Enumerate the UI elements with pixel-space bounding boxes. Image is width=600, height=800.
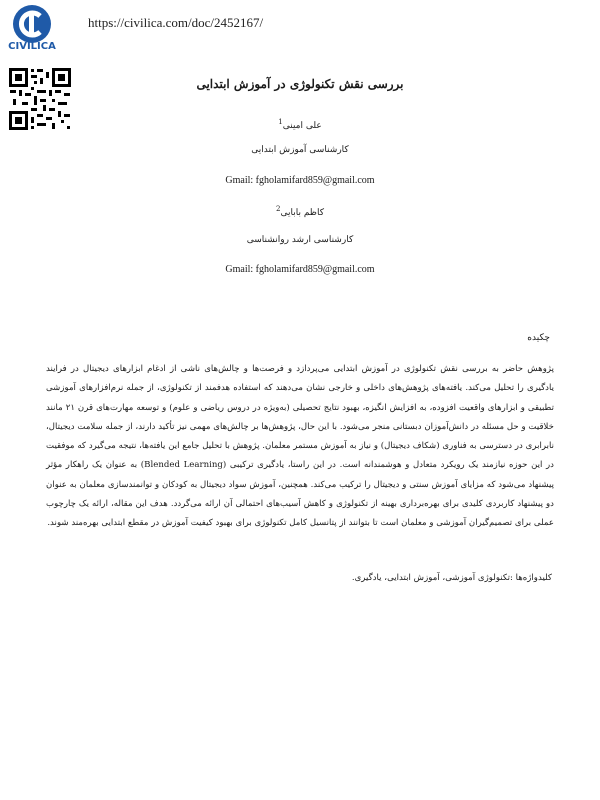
civilica-logo-text: CIVILICA bbox=[8, 41, 56, 52]
author-1-affiliation: کارشناسی آموزش ابتدایی bbox=[251, 145, 349, 155]
author-2-sup: 2 bbox=[275, 205, 281, 213]
document-url-link[interactable]: https://civilica.com/doc/2452167/ bbox=[88, 15, 264, 30]
abstract-text: پژوهش حاضر به بررسی نقش تکنولوژی در آموزش ابتدایی می‌پردازد و فرصت‌ها و چالش‌های ناشی از ادغام ابزارهای دیجیتال در فرایند یادگیری را تحلیل می‌کند. یافته‌های پژوهش‌های داخلی و خارجی نشان می‌دهند که استفاده هدفمند از تکنولوژی، از جمله نرم‌افزارهای آموزشی تطبیقی و ابزارهای واقعیت افزوده، به افزایش انگیزه، بهبود نتایج تحصیلی (به‌ویژه در دروس ریاضی و علوم) و توسعه مهارت‌های قرن ۲۱ مانند خلاقیت و حل مسئله در دانش‌آموزان دبستانی منجر می‌شود. با این حال، پژوهش‌ها بر چالش‌های مهمی نیز تأکید دارند، از جمله سلامت دیجیتال، نابرابری در دسترسی به فناوری (شکاف دیجیتال) و نیاز به آموزش مستمر معلمان. پژوهش با تحلیل جامع این یافته‌ها، نتیجه می‌گیرد که موفقیت در این حوزه نیازمند یک رویکرد متعادل و هوشمندانه است. در این راستا، یادگیری ترکیبی (Blended Learning) به عنوان یک راهکار مؤثر پیشنهاد می‌شود که مزایای آموزش سنتی و دیجیتال را ترکیب می‌کند. همچنین، آموزش سواد دیجیتال به کودکان و توانمندسازی معلمان به عنوان دو پیشنهاد کاربردی کلیدی برای بهره‌برداری بهینه از تکنولوژی و کاهش آسیب‌های احتمالی آن ارائه می‌گردد. هدف این مقاله، ارائه یک چارچوب عملی برای تصمیم‌گیران آموزشی و معلمان است تا بتوانند از پتانسیل کامل تکنولوژی برای بهبود کیفیت آموزش در مقطع ابتدایی بهره‌مند شوند. bbox=[46, 364, 554, 529]
author-2-name: کاظم بابایی$^2$ bbox=[275, 205, 324, 218]
author-2-email: Gmail: fgholamifard859@gmail.com bbox=[225, 264, 375, 275]
abstract-heading: چکیده bbox=[527, 333, 550, 343]
author-1-name: علی امینی$^1$ bbox=[278, 118, 322, 131]
paper-title: بررسی نقش تکنولوژی در آموزش ابتدایی bbox=[196, 77, 404, 91]
author-1-email: Gmail: fgholamifard859@gmail.com bbox=[225, 175, 375, 186]
author-2-affiliation: کارشناسی ارشد روانشناسی bbox=[246, 235, 354, 245]
keywords-line: کلیدواژه‌ها :تکنولوژی آموزشی، آموزش ابتدایی، یادگیری. bbox=[351, 573, 552, 583]
author-1-sup: 1 bbox=[278, 118, 283, 126]
